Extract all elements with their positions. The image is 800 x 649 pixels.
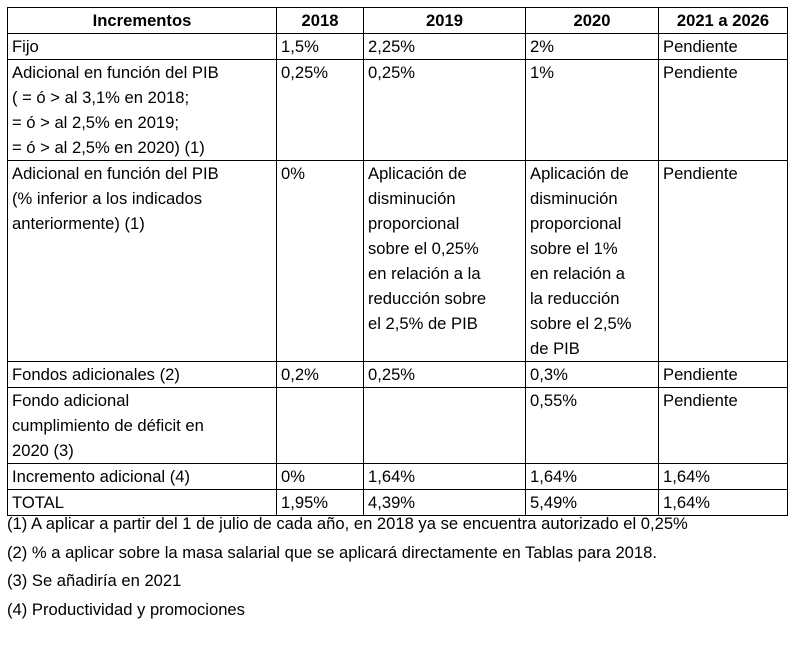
cell-2020: 1% [526, 60, 659, 161]
header-2019: 2019 [364, 8, 526, 34]
cell-2020: 0,3% [526, 362, 659, 388]
cell-2019: 1,64% [364, 464, 526, 490]
table-header-row [8, 8, 788, 34]
cell-2020: 2% [526, 34, 659, 60]
cell-2021-2026: Pendiente [659, 34, 788, 60]
cell-2021-2026: 1,64% [659, 490, 788, 516]
cell-2021-2026: Pendiente [659, 60, 788, 161]
footnote-2: (2) % a aplicar sobre la masa salarial que se aplicará directamente en Tablas para 2018. [7, 542, 657, 562]
cell-2018: 0% [277, 464, 364, 490]
cell-2021-2026: Pendiente [659, 388, 788, 464]
footnote-3: (3) Se añadiría en 2021 [7, 571, 182, 590]
cell-2018: 0,25% [277, 60, 364, 161]
table-row [8, 388, 788, 464]
cell-2019: 0,25% [364, 60, 526, 161]
cell-2021-2026: Pendiente [659, 362, 788, 388]
header-2021-2026: 2021 a 2026 [659, 8, 788, 34]
cell-2018: 0% [277, 161, 364, 362]
table-row [8, 34, 788, 60]
footnote-1: (1) A aplicar a partir del 1 de julio de cada año, en 2018 ya se encuentra autorizado el 0,25% [7, 514, 688, 533]
header-2020: 2020 [526, 8, 659, 34]
footnote-4: (4) Productividad y promociones [7, 599, 245, 619]
cell-2019: Aplicación de disminución proporcional sobre el 0,25% en relación a la reducción sobre el 2,5% de PIB [364, 161, 526, 362]
cell-2019: 0,25% [364, 362, 526, 388]
row-label: Fondos adicionales (2) [8, 362, 277, 388]
header-2018: 2018 [277, 8, 364, 34]
header-incrementos: Incrementos [8, 8, 277, 34]
cell-2018: 0,2% [277, 362, 364, 388]
row-label: Incremento adicional (4) [8, 464, 277, 490]
cell-2018: 1,5% [277, 34, 364, 60]
row-label: Fijo [8, 34, 277, 60]
row-label: Adicional en función del PIB ( = ó > al 3,1% en 2018; = ó > al 2,5% en 2019; = ó > al 2,5% en 2020) (1) [8, 60, 277, 161]
table-row [8, 362, 788, 388]
cell-2020: 5,49% [526, 490, 659, 516]
cell-2018: 1,95% [277, 490, 364, 516]
increments-table [7, 7, 788, 516]
row-label: TOTAL [8, 490, 277, 516]
row-label: Adicional en función del PIB (% inferior a los indicados anteriormente) (1) [8, 161, 277, 362]
cell-2021-2026: Pendiente [659, 161, 788, 362]
cell-2021-2026: 1,64% [659, 464, 788, 490]
cell-2019 [364, 388, 526, 464]
cell-2020: 0,55% [526, 388, 659, 464]
row-label: Fondo adicional cumplimiento de déficit en 2020 (3) [8, 388, 277, 464]
cell-2019: 4,39% [364, 490, 526, 516]
footnotes [7, 510, 797, 624]
cell-2020: Aplicación de disminución proporcional sobre el 1% en relación a la reducción sobre el 2,5% de PIB [526, 161, 659, 362]
table-row [8, 161, 788, 362]
table-row [8, 464, 788, 490]
cell-2019: 2,25% [364, 34, 526, 60]
cell-2020: 1,64% [526, 464, 659, 490]
cell-2018 [277, 388, 364, 464]
table-row [8, 60, 788, 161]
